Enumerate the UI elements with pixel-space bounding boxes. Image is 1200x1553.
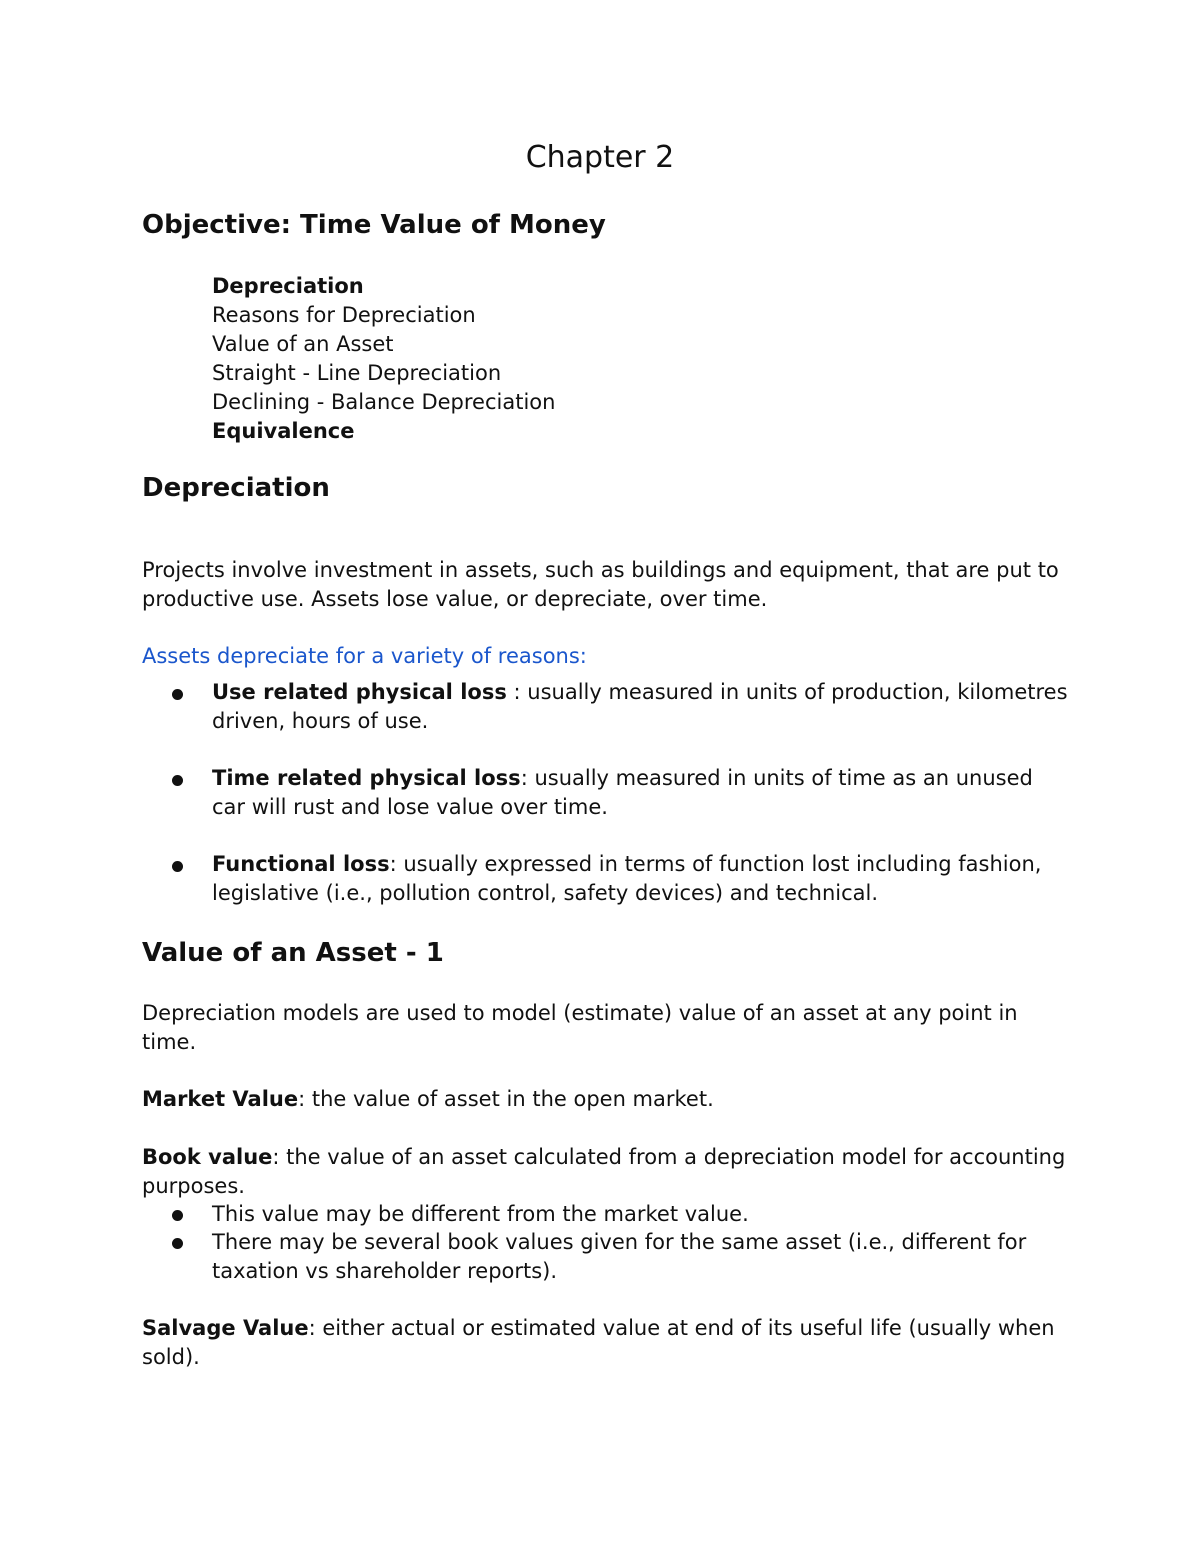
value-of-asset-heading: Value of an Asset - 1 [142, 938, 444, 968]
toc-item-value-of-asset: Value of an Asset [212, 332, 394, 356]
toc-item-depreciation: Depreciation [212, 274, 364, 298]
book-value-bullet: There may be several book values given for the same asset (i.e., different for taxation vs shareholder reports). [212, 1230, 1027, 1283]
definition-term: Book value [142, 1145, 273, 1169]
reason-separator: : [389, 852, 404, 876]
definition-text: : the value of an asset calculated from a depreciation model for accounting purposes. [142, 1145, 1066, 1198]
table-of-contents [212, 272, 555, 446]
reasons-intro: Assets depreciate for a variety of reasons: [142, 644, 587, 668]
bullet-icon [172, 861, 183, 872]
toc-item-equivalence: Equivalence [212, 419, 355, 443]
reason-time-related [212, 764, 1072, 822]
reason-text: usually expressed in terms of function lost including fashion, legislative (i.e., pollution control, safety devices) and technical. [212, 852, 1042, 905]
toc-item-reasons: Reasons for Depreciation [212, 303, 476, 327]
reason-separator: : [506, 680, 528, 704]
definition-term: Salvage Value [142, 1316, 309, 1340]
toc-item-declining-balance: Declining - Balance Depreciation [212, 390, 556, 414]
book-value-definition [142, 1143, 1072, 1201]
reason-separator: : [520, 766, 535, 790]
value-of-asset-paragraph: Depreciation models are used to model (estimate) value of an asset at any point in time. [142, 1001, 1018, 1054]
bullet-icon [172, 1210, 183, 1221]
toc-item-straight-line: Straight - Line Depreciation [212, 361, 502, 385]
depreciation-heading: Depreciation [142, 473, 330, 503]
reason-functional [212, 850, 1072, 908]
bullet-icon [172, 775, 183, 786]
reason-term: Time related physical loss [212, 766, 521, 790]
book-value-bullet: This value may be different from the market value. [212, 1202, 749, 1226]
definition-text: : either actual or estimated value at end of its useful life (usually when sold). [142, 1316, 1055, 1369]
bullet-icon [172, 689, 183, 700]
definition-text: : the value of asset in the open market. [298, 1087, 714, 1111]
depreciation-paragraph: Projects involve investment in assets, such as buildings and equipment, that are put to productive use. Assets lose value, or depreciate, over time. [142, 558, 1059, 611]
bullet-icon [172, 1238, 183, 1249]
definition-term: Market Value [142, 1087, 299, 1111]
reason-term: Use related physical loss [212, 680, 507, 704]
reason-text: usually measured in units of time as an unused car will rust and lose value over time. [212, 766, 1033, 819]
market-value-definition [142, 1085, 1072, 1114]
reason-use-related [212, 678, 1072, 736]
reason-term: Functional loss [212, 852, 390, 876]
chapter-title: Chapter 2 [525, 140, 675, 175]
objective-heading: Objective: Time Value of Money [142, 210, 606, 240]
reason-text: usually measured in units of production, kilometres driven, hours of use. [212, 680, 1068, 733]
salvage-value-definition [142, 1314, 1072, 1372]
